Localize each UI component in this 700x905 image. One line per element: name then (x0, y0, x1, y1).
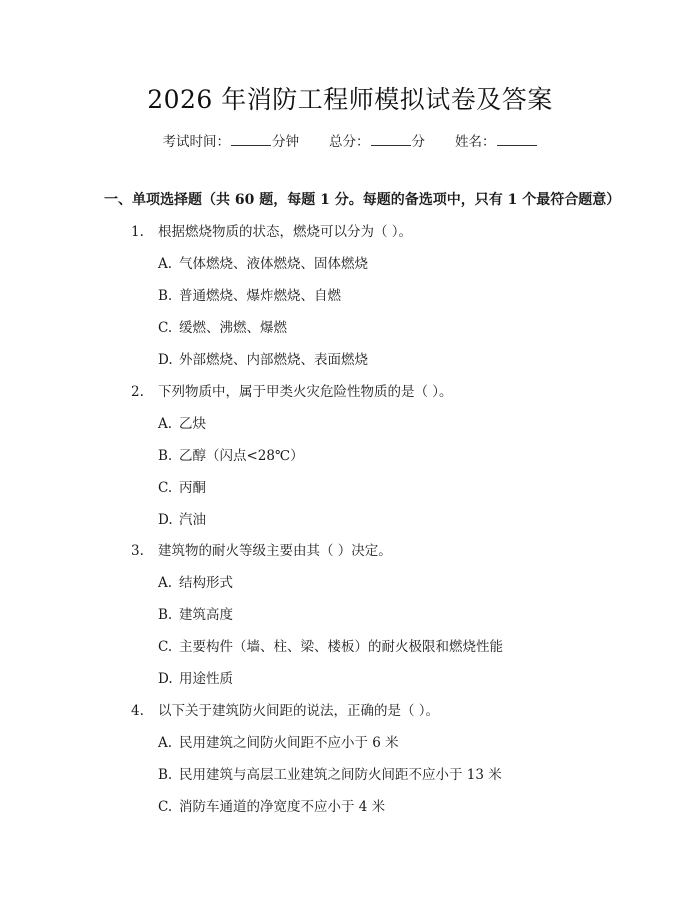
option-2b (158, 446, 304, 466)
option-letter: C. (158, 639, 173, 655)
total-score-blank (371, 131, 411, 146)
option-letter: A. (158, 256, 173, 272)
option-letter: C. (158, 320, 173, 336)
option-text: 用途性质 (179, 671, 233, 687)
question-text: 建筑物的耐火等级主要由其（ ）决定。 (158, 543, 392, 559)
option-3d (158, 669, 233, 689)
question-text: 根据燃烧物质的状态，燃烧可以分为（ ）。 (158, 224, 413, 240)
option-3b (158, 605, 233, 625)
question-number: 3. (131, 543, 144, 559)
exam-time-label: 考试时间： (162, 134, 230, 150)
option-1c (158, 318, 287, 338)
option-text: 结构形式 (179, 575, 233, 591)
question-3 (131, 541, 392, 561)
option-text: 乙炔 (179, 416, 206, 432)
option-text: 汽油 (179, 512, 206, 528)
option-2c (158, 478, 206, 498)
total-score-label: 总分： (329, 134, 370, 150)
option-text: 乙醇（闪点<28℃） (179, 448, 304, 464)
question-number: 2. (131, 384, 144, 400)
option-3c (158, 637, 503, 657)
exam-meta (0, 131, 700, 152)
option-letter: A. (158, 575, 173, 591)
question-1 (131, 222, 412, 242)
option-text: 民用建筑与高层工业建筑之间防火间距不应小于 13 米 (179, 767, 502, 783)
option-letter: B. (158, 448, 173, 464)
option-1d (158, 350, 368, 370)
option-letter: B. (158, 607, 173, 623)
option-text: 丙酮 (179, 480, 206, 496)
option-4c (158, 797, 385, 817)
question-number: 4. (131, 703, 144, 719)
name-label: 姓名： (455, 134, 496, 150)
option-1a (158, 254, 368, 274)
option-letter: B. (158, 767, 173, 783)
option-letter: C. (158, 480, 173, 496)
option-2a (158, 414, 206, 434)
name-blank (497, 131, 537, 146)
option-text: 建筑高度 (179, 607, 233, 623)
exam-time-blank (231, 131, 271, 146)
total-score-field (329, 131, 425, 152)
option-text: 民用建筑之间防火间距不应小于 6 米 (179, 735, 399, 751)
option-text: 外部燃烧、内部燃烧、表面燃烧 (179, 352, 368, 368)
exam-time-unit: 分钟 (272, 134, 299, 150)
question-4 (131, 701, 439, 721)
option-4b (158, 765, 502, 785)
section-heading: 一、单项选择题（共 60 题，每题 1 分。每题的备选项中，只有 1 个最符合题意） (104, 192, 621, 208)
question-text: 下列物质中，属于甲类火灾危险性物质的是（ ）。 (158, 384, 453, 400)
total-score-unit: 分 (411, 134, 425, 150)
option-text: 普通燃烧、爆炸燃烧、自燃 (179, 288, 341, 304)
option-letter: B. (158, 288, 173, 304)
option-letter: D. (158, 671, 173, 687)
option-text: 消防车通道的净宽度不应小于 4 米 (179, 799, 386, 815)
question-number: 1. (131, 224, 144, 240)
option-letter: D. (158, 512, 173, 528)
option-letter: A. (158, 735, 173, 751)
page-title: 2026 年消防工程师模拟试卷及答案 (147, 85, 553, 114)
question-text: 以下关于建筑防火间距的说法，正确的是（ ）。 (158, 703, 440, 719)
name-field (455, 131, 538, 152)
option-text: 主要构件（墙、柱、梁、楼板）的耐火极限和燃烧性能 (179, 639, 503, 655)
option-text: 气体燃烧、液体燃烧、固体燃烧 (179, 256, 368, 272)
option-letter: C. (158, 799, 173, 815)
option-1b (158, 286, 341, 306)
option-4a (158, 733, 399, 753)
option-letter: D. (158, 352, 173, 368)
option-2d (158, 510, 206, 530)
option-letter: A. (158, 416, 173, 432)
option-3a (158, 573, 233, 593)
exam-time-field (163, 131, 300, 152)
question-2 (131, 382, 453, 402)
option-text: 缓燃、沸燃、爆燃 (179, 320, 287, 336)
